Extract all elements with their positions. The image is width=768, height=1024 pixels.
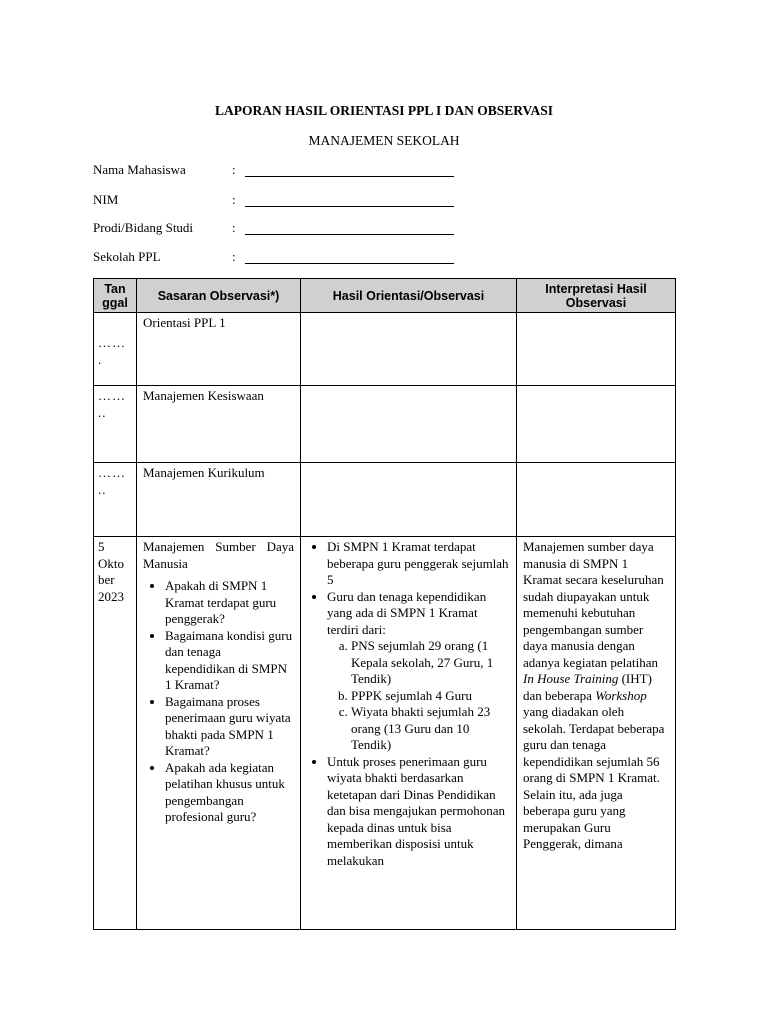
result-cell <box>301 537 517 930</box>
result-list <box>307 539 510 869</box>
col-header-hasil: Hasil Orientasi/Observasi <box>301 279 517 313</box>
list-item: • Apakah di SMPN 1 Kramat terdapat guru penggerak? <box>165 578 294 628</box>
fill-in-line <box>245 176 454 177</box>
list-item: • Bagaimana kondisi guru dan tenaga kependidikan di SMPN 1 Kramat? <box>165 628 294 694</box>
target-cell: Orientasi PPL 1 <box>137 313 301 386</box>
observation-table <box>93 278 676 930</box>
field-nama-mahasiswa <box>93 162 493 182</box>
fill-in-line <box>245 263 454 264</box>
field-prodi <box>93 220 493 240</box>
list-item: • Di SMPN 1 Kramat terdapat beberapa guru penggerak sejumlah 5 <box>327 539 510 589</box>
interpretation-cell <box>517 537 676 930</box>
interpretation-text: Manajemen sumber daya manusia di SMPN 1 Kramat secara keseluruhan sudah diupayakan untuk memenuhi kebutuhan pengembangan sumber daya manusia dengan adanya kegiatan pelatihan In House Training (IHT) dan beberapa Workshop yang diadakan oleh sekolah. Terdapat beberapa guru dan tenaga kependidikan sejumlah 56 orang di SMPN 1 Kramat. Selain itu, ada juga beberapa guru yang merupakan Guru Penggerak, dimana <box>523 539 665 851</box>
field-nim <box>93 192 493 212</box>
date-cell: …… .. <box>94 386 137 463</box>
field-colon: : <box>232 220 236 235</box>
result-cell <box>301 386 517 463</box>
interpretation-cell <box>517 463 676 537</box>
target-cell: Manajemen Kesiswaan <box>137 386 301 463</box>
fill-in-line <box>245 234 454 235</box>
target-label: Manajemen Sumber Daya Manusia <box>143 539 294 571</box>
date-cell: …… . <box>94 313 137 386</box>
sub-list <box>327 638 510 754</box>
interpretation-cell <box>517 313 676 386</box>
list-item: c. Wiyata bhakti sejumlah 23 orang (13 Guru dan 10 Tendik) <box>351 704 510 754</box>
list-item: a. PNS sejumlah 29 orang (1 Kepala sekolah, 27 Guru, 1 Tendik) <box>351 638 510 688</box>
col-header-tanggal: Tan ggal <box>94 279 137 313</box>
field-colon: : <box>232 192 236 207</box>
field-colon: : <box>232 249 236 264</box>
list-item: • Guru dan tenaga kependidikan yang ada di SMPN 1 Kramat terdiri dari: a. PNS sejumlah 29 orang (1 Kepala sekolah, 27 Guru, 1 Tendik) b. PPPK sejumlah 4 Guru c. Wiyata bhakti sejumlah 23 orang (13 Guru dan 10 Tendik) <box>327 589 510 754</box>
table-header-row <box>94 279 676 313</box>
col-header-sasaran: Sasaran Observasi*) <box>137 279 301 313</box>
date-cell: 5 Okto ber 2023 <box>94 537 137 930</box>
interpretation-cell <box>517 386 676 463</box>
field-label: Prodi/Bidang Studi <box>93 220 194 235</box>
list-item: • Apakah ada kegiatan pelatihan khusus untuk pengembangan profesional guru? <box>165 760 294 826</box>
field-sekolah-ppl <box>93 249 493 269</box>
list-item: • Untuk proses penerimaan guru wiyata bhakti berdasarkan ketetapan dari Dinas Pendidikan dan bisa mengajukan permohonan kepada dinas untuk bisa memberikan disposisi untuk melakukan <box>327 754 510 870</box>
target-cell: Manajemen Kurikulum <box>137 463 301 537</box>
question-list <box>143 578 294 826</box>
fill-in-line <box>245 206 454 207</box>
col-header-interpretasi: Interpretasi Hasil Observasi <box>517 279 676 313</box>
field-label: NIM <box>93 192 119 207</box>
target-cell <box>137 537 301 930</box>
list-item: • Bagaimana proses penerimaan guru wiyata bhakti pada SMPN 1 Kramat? <box>165 694 294 760</box>
report-subtitle: MANAJEMEN SEKOLAH <box>308 133 460 148</box>
table-row <box>94 313 676 386</box>
field-label: Sekolah PPL <box>93 249 161 264</box>
field-colon: : <box>232 162 236 177</box>
date-cell: …… .. <box>94 463 137 537</box>
field-label: Nama Mahasiswa <box>93 162 186 177</box>
report-title: LAPORAN HASIL ORIENTASI PPL I DAN OBSERVASI <box>214 103 554 118</box>
table-row <box>94 463 676 537</box>
result-cell <box>301 313 517 386</box>
table-row <box>94 386 676 463</box>
result-cell <box>301 463 517 537</box>
list-item: b. PPPK sejumlah 4 Guru <box>351 688 510 705</box>
table-row <box>94 537 676 930</box>
